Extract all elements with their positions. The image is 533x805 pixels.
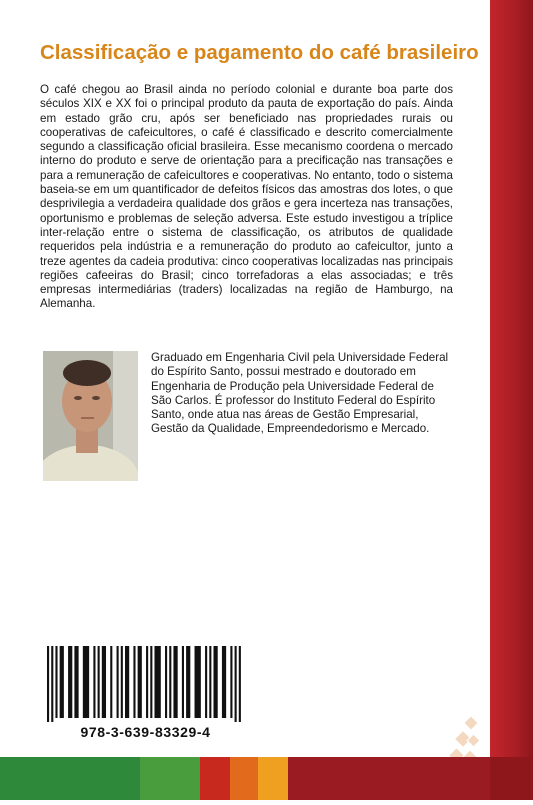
color-segment: [0, 757, 140, 800]
barcode-bar: [98, 646, 100, 718]
barcode-bar: [230, 646, 232, 718]
barcode-bar: [74, 646, 78, 718]
author-bio: Graduado em Engenharia Civil pela Universidade Federal do Espírito Santo, possui mestrado e doutorado em Engenharia de Produção pela Universidade Federal de São Carlos. É professor do Instituto Federal do Espírito Santo, onde atua nas áreas de Gestão Empresarial, Gestão da Qualidade, Empreendedorismo e Mercado.: [151, 351, 449, 436]
barcode-bar: [121, 646, 123, 718]
barcode-bar: [93, 646, 95, 718]
barcode-bar: [169, 646, 171, 718]
color-segment: [230, 757, 258, 800]
spine-bottom-band: [490, 757, 533, 800]
barcode-bar: [173, 646, 177, 718]
barcode-bar: [186, 646, 190, 718]
barcode-block: [43, 640, 248, 750]
barcode-bar: [125, 646, 129, 718]
isbn-number: 978-3-639-83329-4: [80, 724, 211, 740]
barcode-bar: [239, 646, 241, 722]
barcode: [45, 646, 245, 724]
barcode-bar: [165, 646, 167, 718]
barcode-bar: [146, 646, 148, 718]
barcode-bar: [209, 646, 211, 718]
color-segment: [288, 757, 490, 800]
barcode-bar: [83, 646, 89, 718]
barcode-bar: [205, 646, 207, 718]
bottom-color-bar: [0, 757, 490, 800]
barcode-bar: [138, 646, 142, 718]
barcode-bar: [51, 646, 53, 722]
barcode-bar: [154, 646, 160, 718]
color-segment: [258, 757, 288, 800]
barcode-bar: [222, 646, 226, 718]
color-segment: [140, 757, 200, 800]
barcode-bar: [235, 646, 237, 722]
barcode-bar: [117, 646, 119, 718]
barcode-bar: [60, 646, 64, 718]
author-photo: [43, 351, 138, 481]
spine-red-band: [490, 0, 533, 757]
barcode-bar: [195, 646, 201, 718]
barcode-bar: [55, 646, 57, 718]
book-description: O café chegou ao Brasil ainda no período colonial e durante boa parte dos séculos XIX e XX foi o principal produto da pauta de exportação do país. Ainda em estado grão cru, após ser beneficiado nas propriedades rurais ou cooperativas de cafeicultores, o café é classificado e descrito comercialmente segundo a classificação oficial brasileira. Esse mecanismo coordena o mercado interno do produto e serve de orientação para a precificação nas transações e para a remuneração de cafeicultores e cooperativas. No entanto, todo o sistema baseia-se em um quantificador de defeitos físicos das amostras dos lotes, o que desprivilegia a verdadeira qualidade dos grãos e gera incerteza nas transações, oportunismo e problemas de seleção adversa. Este estudo investigou a tríplice inter-relação entre o sistema de classificação, os atributos de qualidade requeridos pela indústria e a remuneração do produto ao cafeicultor, junto a treze agentes da cadeia produtiva: cinco cooperativas localizadas nas principais regiões cafeeiras do Brasil; cinco torrefadoras a elas associadas; e três empresas intermediárias (traders) localizadas na região de Hamburgo, na Alemanha.: [40, 83, 453, 311]
barcode-bar: [110, 646, 112, 718]
color-segment: [200, 757, 230, 800]
barcode-bar: [182, 646, 184, 718]
barcode-bar: [102, 646, 106, 718]
barcode-bar: [133, 646, 135, 718]
book-title: Classificação e pagamento do café brasileiro: [40, 41, 479, 64]
barcode-bar: [68, 646, 72, 718]
barcode-bar: [213, 646, 217, 718]
barcode-bar: [150, 646, 152, 718]
barcode-bar: [47, 646, 49, 722]
